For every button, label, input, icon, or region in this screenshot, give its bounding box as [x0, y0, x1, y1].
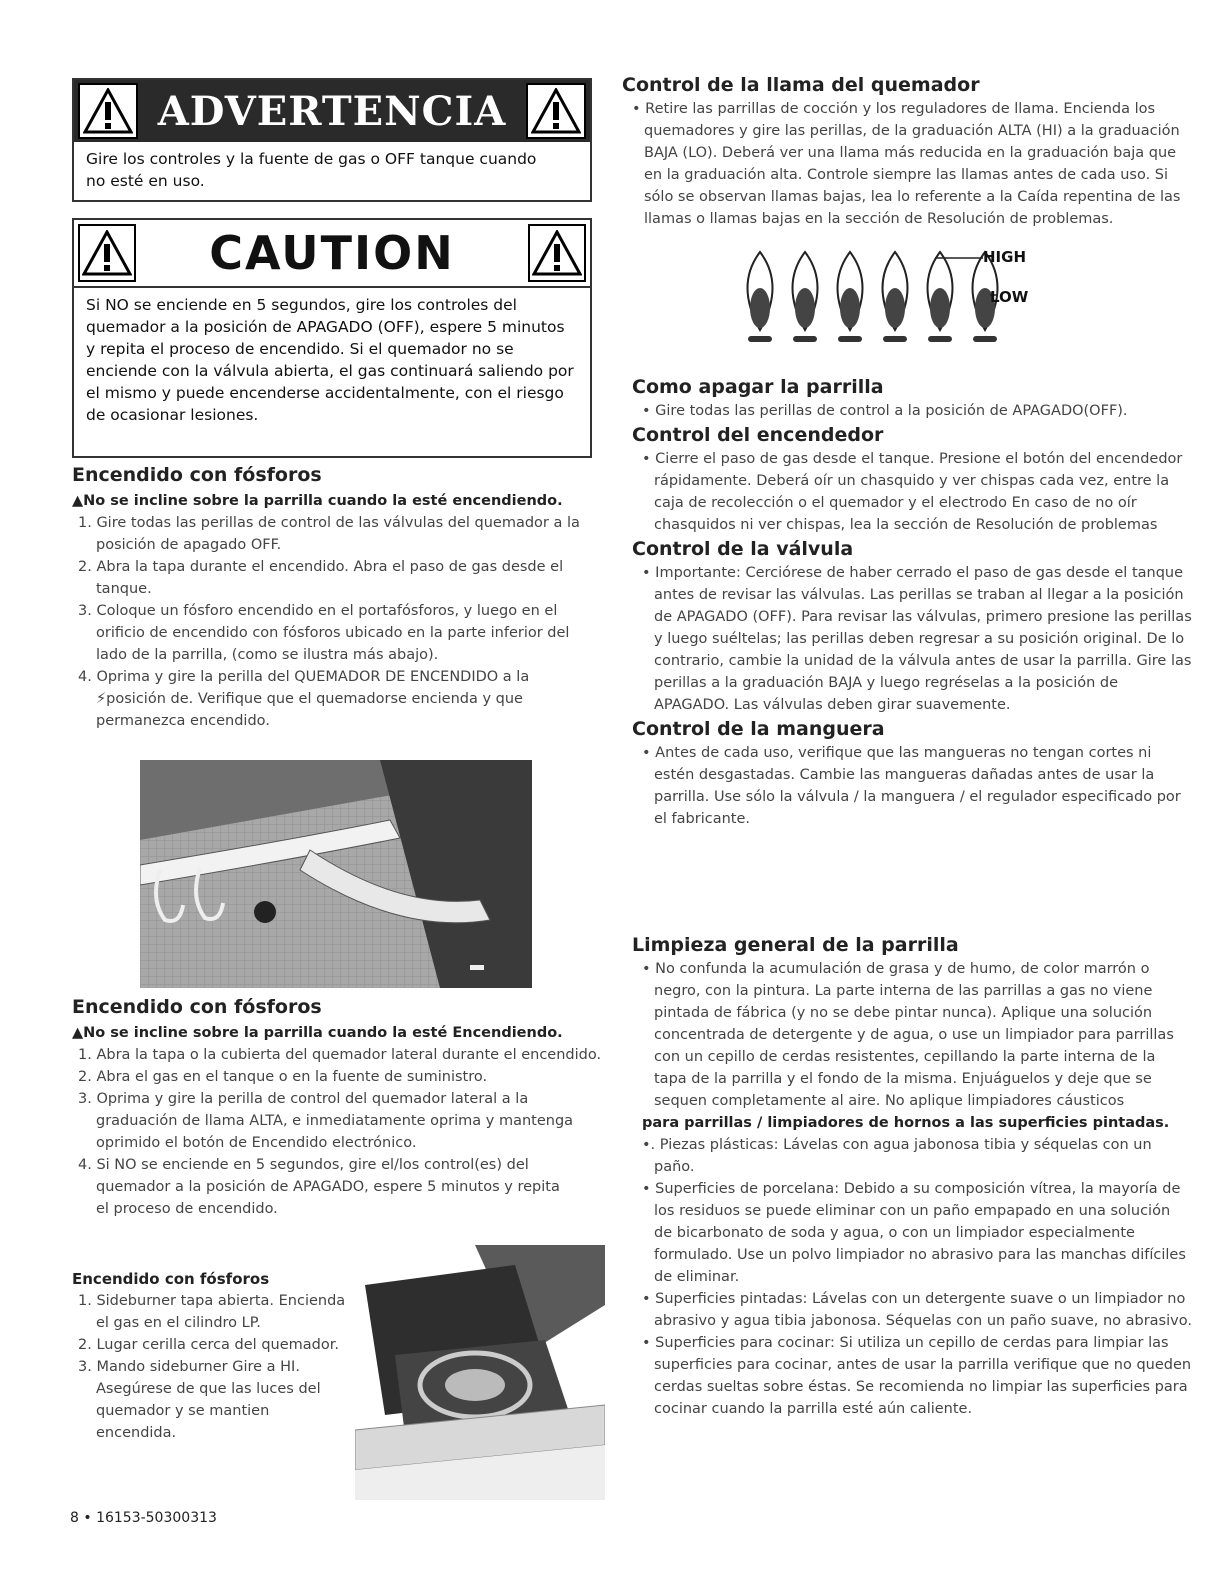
caution-title: CAUTION [209, 226, 455, 280]
warning-box [72, 78, 592, 202]
step: 4. Si NO se enciende en 5 segundos, gire el/los control(es) del quemador a la posición de APAGADO, espere 5 minutos y repita el proceso de encendido. [78, 1157, 560, 1217]
caution-header [74, 220, 590, 288]
plastic-parts-text: •. Piezas plásticas: Lávelas con agua jabonosa tibia y séquelas con un paño. [642, 1137, 1152, 1175]
right-flame-section [622, 72, 1187, 230]
section-title: Limpieza general de la parrilla [632, 934, 959, 956]
page-footer: 8 • 16153-50300313 [70, 1510, 217, 1526]
section-title: Control de la válvula [632, 538, 854, 560]
step: 2. Abra la tapa durante el encendido. Abra el paso de gas desde el tanque. [78, 559, 564, 597]
step: 3. Coloque un fósforo encendido en el portafósforos, y luego en el orificio de encendido con fósforos ubicado en la parte inferior del lado de la parrilla, (como se ilustra más abajo). [78, 603, 570, 663]
step: 1. Abra la tapa o la cubierta del quemador lateral durante el encendido. [78, 1047, 602, 1063]
section-title: Control de la manguera [632, 718, 885, 740]
section-title: Control de la llama del quemador [622, 74, 980, 96]
left-section-2 [72, 994, 602, 1220]
warning-line: ▲No se incline sobre la parrilla cuando la esté Encendiendo. [72, 1025, 563, 1041]
flame-low-label: LOW [990, 288, 1029, 306]
warning-triangle-icon [78, 224, 136, 282]
section-title: Encendido con fósforos [72, 1270, 270, 1288]
right-mid-sections [632, 374, 1192, 830]
section-title: Encendido con fósforos [72, 464, 322, 486]
painted-text: • Superficies pintadas: Lávelas con un detergente suave o un limpiador no abrasivo y agua tibia jabonosa. Séquelas con un paño suave, no abrasivo. [642, 1291, 1192, 1329]
cleaning-text-bold: para parrillas / limpiadores de hornos a las superficies pintadas. [642, 1115, 1170, 1131]
warning-title: ADVERTENCIA [157, 87, 507, 135]
section-title: Encendido con fósforos [72, 996, 322, 1018]
flame-high-label: HIGH [983, 248, 1027, 266]
hose-text: • Antes de cada uso, verifique que las mangueras no tengan cortes ni estén desgastadas. Cambie las mangueras dañadas antes de usar la parrilla. Use sólo la válvula / la manguera / el regulador especificado por el fabricante. [642, 745, 1181, 827]
valve-text: • Importante: Cerciórese de haber cerrado el paso de gas desde el tanque antes de revisar las válvulas. Las perillas se traban al llegar a la posición de APAGADO (OFF). Para revisar las válvulas, primero presione las perillas y luego suéltelas; las perillas deben regresar a su posición original. De lo contrario, cambie la unidad de la válvula antes de usar la parrilla. Gire las perillas a la graduación BAJA y luego regréselas a la posición de APAGADO. Las válvulas deben girar suavemente. [642, 565, 1192, 713]
warning-text: Gire los controles y la fuente de gas o OFF tanque cuando no esté en uso. [86, 150, 537, 190]
section-title: Control del encendedor [632, 424, 884, 446]
step: 3. Oprima y gire la perilla de control del quemador lateral a la graduación de llama ALTA, e inmediatamente oprima y mantenga oprimido el botón de Encendido electrónico. [78, 1091, 574, 1151]
left-section-1 [72, 462, 602, 732]
section-title: Como apagar la parrilla [632, 376, 884, 398]
step: 1. Gire todas las perillas de control de las válvulas del quemador a la posición de apagado OFF. [78, 515, 580, 553]
step: 3. Mando sideburner Gire a HI. Asegúrese de que las luces del quemador y se mantien encendida. [78, 1359, 321, 1441]
porcelain-text: • Superficies de porcelana: Debido a su composición vítrea, la mayoría de los residuos se puede eliminar con un paño empapado en una solución de bicarbonato de soda y agua, o con un limpiador especialmente formulado. Use un polvo limpiador no abrasivo para las manchas difíciles de eliminar. [642, 1181, 1186, 1285]
cooking-surface-text: • Superficies para cocinar: Si utiliza un cepillo de cerdas para limpiar las superficies para cocinar, antes de usar la parrilla verifique que no queden cerdas sueltas sobre éstas. Se recomienda no limpiar las superficies para cocinar cuando la parrilla esté aún caliente. [642, 1335, 1192, 1417]
flame-text: • Retire las parrillas de cocción y los reguladores de llama. Encienda los quemadores y gire las perillas, de la graduación ALTA (HI) a la graduación BAJA (LO). Deberá ver una llama más reducida en la graduación baja que en la graduación alta. Controle siempre las llamas antes de cada uso. Si sólo se observan llamas bajas, lea lo referente a la Caída repentina de las llamas o llamas bajas en la sección de Resolución de problemas. [632, 101, 1181, 227]
caution-box [72, 218, 592, 458]
step: 2. Abra el gas en el tanque o en la fuente de suministro. [78, 1069, 488, 1085]
off-text: • Gire todas las perillas de control a la posición de APAGADO(OFF). [642, 403, 1128, 419]
warning-triangle-icon [526, 83, 586, 139]
warning-triangle-icon [528, 224, 586, 282]
warning-line: ▲No se incline sobre la parrilla cuando la esté encendiendo. [72, 493, 563, 509]
warning-header [74, 80, 590, 142]
step: 2. Lugar cerilla cerca del quemador. [78, 1337, 339, 1353]
step: 4. Oprima y gire la perilla del QUEMADOR DE ENCENDIDO a la ⚡posición de. Verifique que el quemadorse encienda y que permanezca encendido. [78, 669, 530, 729]
warning-triangle-icon [78, 83, 138, 139]
cleaning-text: • No confunda la acumulación de grasa y de humo, de color marrón o negro, con la pintura. La parte interna de las parrillas a gas no viene pintada de fábrica (y no se debe pintar nunca). Aplique una solución concentrada de detergente y de agua, o use un limpiador para parrillas con un cepillo de cerdas resistentes, cepillando la parte interna de la tapa de la parrilla y el fondo de la misma. Enjuáguelos y deje que se sequen completamente al aire. No aplique limpiadores cáusticos [642, 961, 1174, 1109]
step: 1. Sideburner tapa abierta. Encienda el gas en el cilindro LP. [78, 1293, 346, 1331]
grill-match-hole-photo [140, 760, 532, 988]
right-cleaning-section [632, 932, 1192, 1420]
flame-diagram [735, 240, 1055, 362]
caution-text: Si NO se enciende en 5 segundos, gire los controles del quemador a la posición de APAGADO (OFF), espere 5 minutos y repita el proceso de encendido. Si el quemador no se enciende con la válvula abierta, el gas continuará saliendo por el mismo y puede encenderse accidentalmente, con el riesgo de ocasionar lesiones. [86, 296, 574, 424]
left-section-3 [72, 1268, 352, 1444]
side-burner-photo [355, 1245, 605, 1500]
ignitor-text: • Cierre el paso de gas desde el tanque. Presione el botón del encendedor rápidamente. Deberá oír un chasquido y ver chispas cada vez, entre la caja de recolección o el quemador y el electrodo En caso de no oír chasquidos ni ver chispas, lea la sección de Resolución de problemas [642, 451, 1183, 533]
